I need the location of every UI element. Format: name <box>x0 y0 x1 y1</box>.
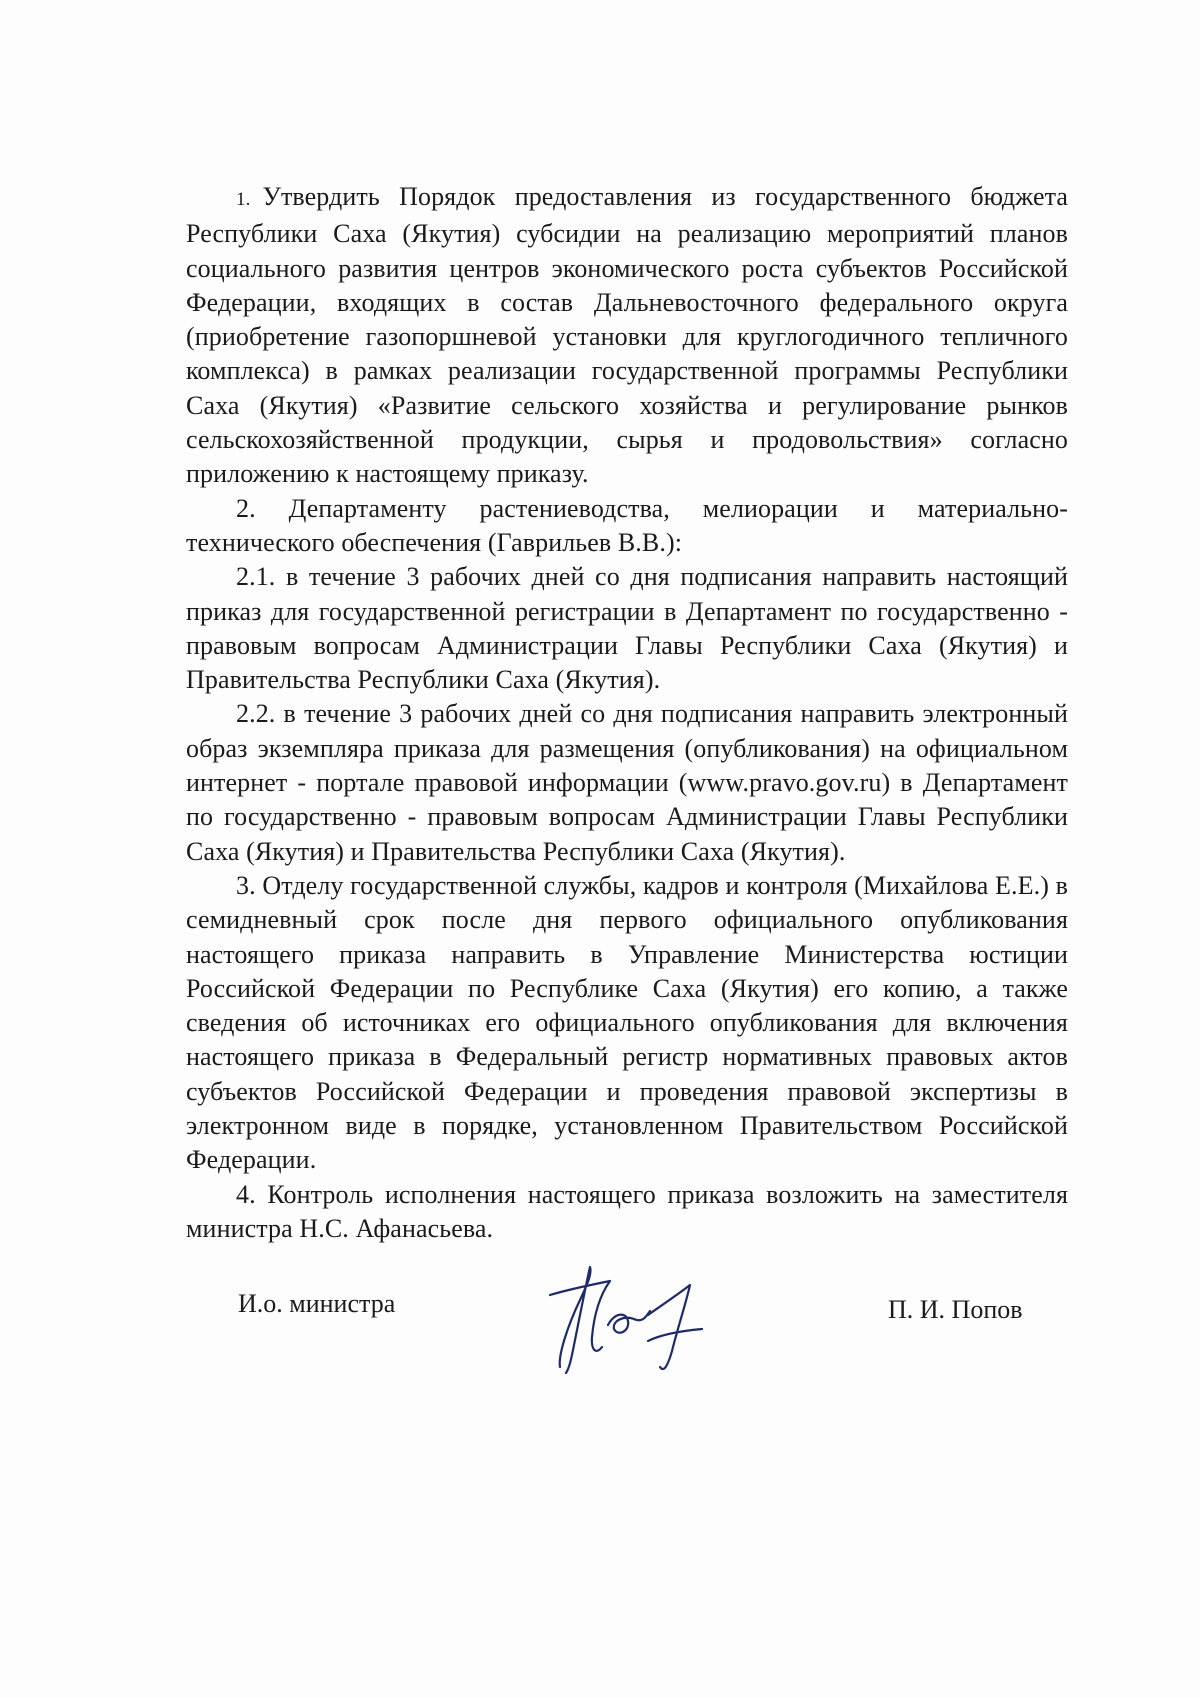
paragraph-1-text: Утвердить Порядок предоставления из государственного бюджета Республики Саха (Якутия) субсидии на реализацию мероприятий планов социального развития центров экономического роста субъектов Российской Федерации, входящих в состав Дальневосточного федерального округа (приобретение газопоршневой установки для круглогодичного тепличного комплекса) в рамках реализации государственной программы Республики Саха (Якутия) «Развитие сельского хозяйства и регулирование рынков сельскохозяйственной продукции, сырья и продовольствия» согласно приложению к настоящему приказу. <box>186 182 1068 489</box>
paragraph-4 <box>186 1178 1068 1247</box>
paragraph-2-1-text: 2.1. в течение 3 рабочих дней со дня подписания направить настоящий приказ для государственной регистрации в Департамент по государственно - правовым вопросам Администрации Главы Республики Саха (Якутия) и Правительства Республики Саха (Якутия). <box>186 562 1068 695</box>
handwritten-signature-icon <box>530 1255 730 1385</box>
signature-stroke-3 <box>608 1311 650 1333</box>
signature-stroke-4 <box>648 1285 690 1369</box>
order-body <box>186 180 1068 1246</box>
paragraph-3 <box>186 869 1068 1178</box>
paragraph-4-text: 4. Контроль исполнения настоящего приказа возложить на заместителя министра Н.С. Афанасьева. <box>186 1179 1068 1243</box>
paragraph-2-1 <box>186 560 1068 697</box>
paragraph-2-text: 2. Департаменту растениеводства, мелиорации и материально-технического обеспечения (Гаврильев В.В.): <box>186 493 1068 557</box>
signature-stroke-1 <box>560 1267 591 1373</box>
paragraph-2-2 <box>186 697 1068 868</box>
signature-block <box>0 1275 1200 1405</box>
paragraph-3-text: 3. Отделу государственной службы, кадров и контроля (Михайлова Е.Е.) в семидневный срок после дня первого официального опубликования настоящего приказа направить в Управление Министерства юстиции Российской Федерации по Республике Саха (Якутия) его копию, а также сведения об источниках его официального опубликования для включения настоящего приказа в Федеральный регистр нормативных правовых актов субъектов Российской Федерации и проведения правовой экспертизы в электронном виде в порядке, установленном Правительством Российской Федерации. <box>186 870 1068 1175</box>
paragraph-1 <box>186 180 1068 492</box>
signer-name: П. И. Попов <box>888 1295 1023 1324</box>
paragraph-2-2-text: 2.2. в течение 3 рабочих дней со дня подписания направить электронный образ экземпляра приказа для размещения (опубликования) на официальном интернет - портале правовой информации (www.pravo.gov.ru) в Департамент по государственно - правовым вопросам Администрации Главы Республики Саха (Якутия) и Правительства Республики Саха (Якутия). <box>186 699 1068 866</box>
paragraph-2 <box>186 492 1068 561</box>
paragraph-1-number: 1. <box>236 189 251 210</box>
position-title: И.о. министра <box>238 1289 396 1318</box>
